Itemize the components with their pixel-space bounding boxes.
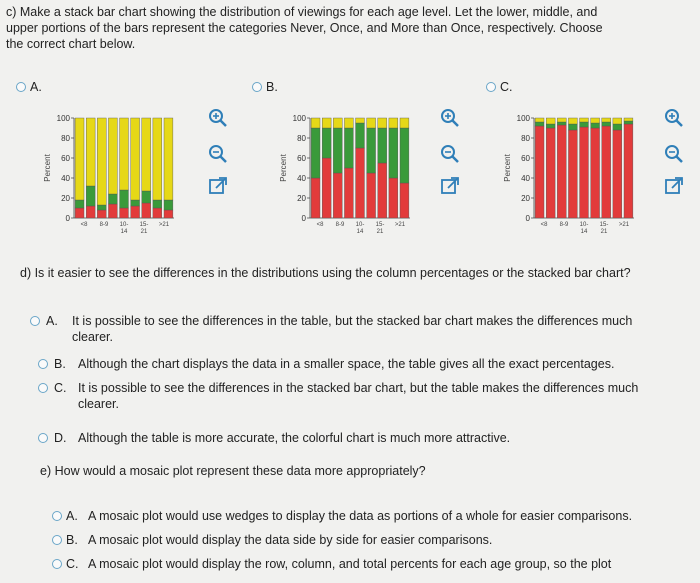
x-tick-label: 10-: [355, 222, 365, 228]
bar-segment-more: [378, 118, 387, 128]
y-axis-label: Percent: [43, 154, 52, 182]
x-tick-label: <8: [316, 222, 324, 228]
bar-segment-more: [389, 118, 398, 128]
y-axis-label: Percent: [279, 154, 288, 182]
x-tick-label: 21: [140, 229, 148, 235]
bar-segment-once: [557, 122, 566, 125]
y-tick-label: 100: [292, 114, 306, 123]
zoom-out-icon[interactable]: [440, 144, 460, 164]
bar-segment-never: [580, 127, 589, 218]
y-tick-label: 20: [297, 194, 306, 203]
bar-segment-more: [120, 118, 129, 190]
bar-segment-once: [75, 200, 84, 208]
bar-segment-never: [535, 126, 544, 218]
stacked-bar-chart-b: [276, 108, 416, 248]
bar-segment-once: [97, 205, 106, 210]
part-e-option-a-letter: A.: [66, 509, 78, 523]
bar-segment-never: [602, 126, 611, 218]
part-d-option-d-letter: D.: [54, 431, 67, 445]
part-e-option-c-text: A mosaic plot would display the row, column, and total percents for each age group, so the plot: [88, 557, 612, 571]
y-tick-label: 20: [61, 194, 70, 203]
bar-segment-once: [131, 200, 140, 206]
bar-segment-more: [153, 118, 162, 200]
bar-segment-more: [557, 118, 566, 122]
zoom-in-icon[interactable]: [664, 108, 684, 128]
bar-segment-once: [108, 194, 117, 204]
bar-segment-never: [322, 158, 331, 218]
bar-segment-more: [108, 118, 117, 194]
part-d-option-c-text: It is possible to see the differences in the stacked bar chart, but the table makes the differences much: [78, 381, 639, 395]
bar-segment-more: [311, 118, 320, 128]
bar-segment-once: [613, 124, 622, 130]
bar-segment-more: [613, 118, 622, 124]
stacked-bar-chart-c: [500, 108, 640, 248]
bar-segment-never: [568, 130, 577, 218]
bar-segment-more: [164, 118, 173, 200]
bar-segment-never: [591, 128, 600, 218]
x-tick-label: <8: [80, 222, 88, 228]
bar-segment-never: [333, 173, 342, 218]
bar-segment-more: [568, 118, 577, 124]
bar-segment-more: [142, 118, 151, 191]
bar-segment-more: [591, 118, 600, 123]
bar-segment-once: [344, 128, 353, 168]
part-d-option-c-letter: C.: [54, 381, 67, 395]
part-d-option-a-text: It is possible to see the differences in the table, but the stacked bar chart makes the differences much: [72, 314, 633, 328]
bar-segment-never: [97, 210, 106, 218]
y-axis-label: Percent: [503, 154, 512, 182]
part-d-option-d-radio[interactable]: [38, 433, 48, 443]
bar-segment-once: [333, 128, 342, 173]
x-tick-label: 14: [120, 229, 128, 235]
y-tick-label: 80: [61, 134, 70, 143]
bar-segment-once: [535, 122, 544, 126]
bar-segment-once: [142, 191, 151, 203]
bar-segment-never: [164, 210, 173, 218]
bar-segment-more: [535, 118, 544, 122]
bar-segment-never: [108, 204, 117, 218]
option-a-label: A.: [30, 80, 42, 94]
bar-segment-once: [591, 123, 600, 128]
bar-segment-more: [602, 118, 611, 122]
x-tick-label: 15-: [599, 222, 609, 228]
bar-segment-once: [568, 124, 577, 130]
option-c-radio[interactable]: [486, 82, 496, 92]
y-tick-label: 0: [65, 214, 70, 223]
x-tick-label: 15-: [139, 222, 149, 228]
bar-segment-never: [624, 124, 633, 218]
part-d-option-c-radio[interactable]: [38, 383, 48, 393]
x-tick-label: <8: [540, 222, 548, 228]
bar-segment-once: [356, 123, 365, 148]
x-tick-label: >21: [618, 222, 630, 228]
stacked-bar-chart-a: [40, 108, 180, 248]
bar-segment-never: [311, 178, 320, 218]
y-tick-label: 40: [297, 174, 306, 183]
bar-segment-never: [75, 208, 84, 218]
x-tick-label: 10-: [579, 222, 589, 228]
bar-segment-more: [367, 118, 376, 128]
option-a-radio[interactable]: [16, 82, 26, 92]
y-tick-label: 20: [521, 194, 530, 203]
bar-segment-never: [389, 178, 398, 218]
part-d-option-b-letter: B.: [54, 357, 66, 371]
bar-segment-once: [86, 186, 95, 206]
bar-segment-once: [367, 128, 376, 173]
bar-segment-more: [131, 118, 140, 200]
y-tick-label: 100: [516, 114, 530, 123]
zoom-out-icon[interactable]: [208, 144, 228, 164]
bar-segment-more: [75, 118, 84, 200]
option-c-label: C.: [500, 80, 513, 94]
bar-segment-more: [580, 118, 589, 122]
bar-segment-once: [311, 128, 320, 178]
part-c-line-2: upper portions of the bars represent the categories Never, Once, and More than Once, respectively. Choose: [6, 21, 603, 35]
x-tick-label: >21: [394, 222, 406, 228]
bar-segment-never: [546, 128, 555, 218]
x-tick-label: 8-9: [99, 222, 109, 228]
bar-segment-once: [120, 190, 129, 208]
bar-segment-more: [322, 118, 331, 128]
external-link-icon[interactable]: [208, 176, 228, 196]
bar-segment-never: [86, 206, 95, 218]
y-tick-label: 80: [521, 134, 530, 143]
bar-segment-once: [580, 122, 589, 127]
bar-segment-never: [367, 173, 376, 218]
bar-segment-never: [120, 208, 129, 218]
part-e-option-b-letter: B.: [66, 533, 78, 547]
y-tick-label: 40: [61, 174, 70, 183]
bar-segment-more: [86, 118, 95, 186]
y-tick-label: 60: [61, 154, 70, 163]
x-tick-label: 14: [356, 229, 364, 235]
x-tick-label: 10-: [119, 222, 129, 228]
y-tick-label: 60: [297, 154, 306, 163]
part-e-question: e) How would a mosaic plot represent these data more appropriately?: [40, 464, 426, 478]
part-d-option-a-text-cont: clearer.: [72, 330, 113, 344]
bar-segment-once: [400, 128, 409, 183]
part-e-option-b-text: A mosaic plot would display the data side by side for easier comparisons.: [88, 533, 493, 547]
zoom-out-icon[interactable]: [664, 144, 684, 164]
bar-segment-never: [356, 148, 365, 218]
bar-segment-never: [153, 208, 162, 218]
bar-segment-never: [557, 125, 566, 218]
bar-segment-never: [131, 206, 140, 218]
y-tick-label: 0: [525, 214, 530, 223]
y-tick-label: 0: [301, 214, 306, 223]
part-d-question: d) Is it easier to see the differences in the distributions using the column percentages or the stacked bar chart?: [20, 266, 631, 280]
bar-segment-never: [400, 183, 409, 218]
part-d-option-a-radio[interactable]: [30, 316, 40, 326]
bar-segment-once: [546, 124, 555, 128]
option-b-radio[interactable]: [252, 82, 262, 92]
y-tick-label: 100: [56, 114, 70, 123]
part-d-option-b-text: Although the chart displays the data in a smaller space, the table gives all the exact percentages.: [78, 357, 615, 371]
bar-segment-never: [142, 203, 151, 218]
part-d-option-a-letter: A.: [46, 314, 58, 328]
external-link-icon[interactable]: [664, 176, 684, 196]
part-d-option-b-radio[interactable]: [38, 359, 48, 369]
y-tick-label: 60: [521, 154, 530, 163]
part-e-option-c-radio[interactable]: [52, 559, 62, 569]
x-tick-label: 14: [580, 229, 588, 235]
x-tick-label: >21: [158, 222, 170, 228]
bar-segment-more: [400, 118, 409, 128]
x-tick-label: 21: [376, 229, 384, 235]
bar-segment-never: [378, 163, 387, 218]
y-tick-label: 80: [297, 134, 306, 143]
part-c-line-1: c) Make a stack bar chart showing the distribution of viewings for each age level. Let the lower, middle, and: [6, 5, 598, 19]
bar-segment-once: [378, 128, 387, 163]
bar-segment-more: [624, 118, 633, 121]
y-tick-label: 40: [521, 174, 530, 183]
bar-segment-once: [153, 200, 162, 208]
part-d-option-c-text-cont: clearer.: [78, 397, 119, 411]
part-e-option-c-letter: C.: [66, 557, 79, 571]
bar-segment-more: [97, 118, 106, 205]
x-tick-label: 15-: [375, 222, 385, 228]
bar-segment-once: [322, 128, 331, 158]
external-link-icon[interactable]: [440, 176, 460, 196]
x-tick-label: 8-9: [559, 222, 569, 228]
x-tick-label: 8-9: [335, 222, 345, 228]
bar-segment-never: [613, 130, 622, 218]
bar-segment-more: [333, 118, 342, 128]
bar-segment-once: [602, 122, 611, 126]
bar-segment-once: [624, 121, 633, 124]
bar-segment-once: [389, 128, 398, 178]
zoom-in-icon[interactable]: [440, 108, 460, 128]
bar-segment-never: [344, 168, 353, 218]
part-e-option-b-radio[interactable]: [52, 535, 62, 545]
option-b-label: B.: [266, 80, 278, 94]
part-c-line-3: the correct chart below.: [6, 37, 136, 51]
part-d-option-d-text: Although the table is more accurate, the colorful chart is much more attractive.: [78, 431, 511, 445]
bar-segment-more: [344, 118, 353, 128]
x-tick-label: 21: [600, 229, 608, 235]
part-e-option-a-radio[interactable]: [52, 511, 62, 521]
bar-segment-more: [546, 118, 555, 124]
bar-segment-more: [356, 118, 365, 123]
bar-segment-once: [164, 200, 173, 210]
zoom-in-icon[interactable]: [208, 108, 228, 128]
part-e-option-a-text: A mosaic plot would use wedges to display the data as portions of a whole for easier comparisons.: [88, 509, 633, 523]
